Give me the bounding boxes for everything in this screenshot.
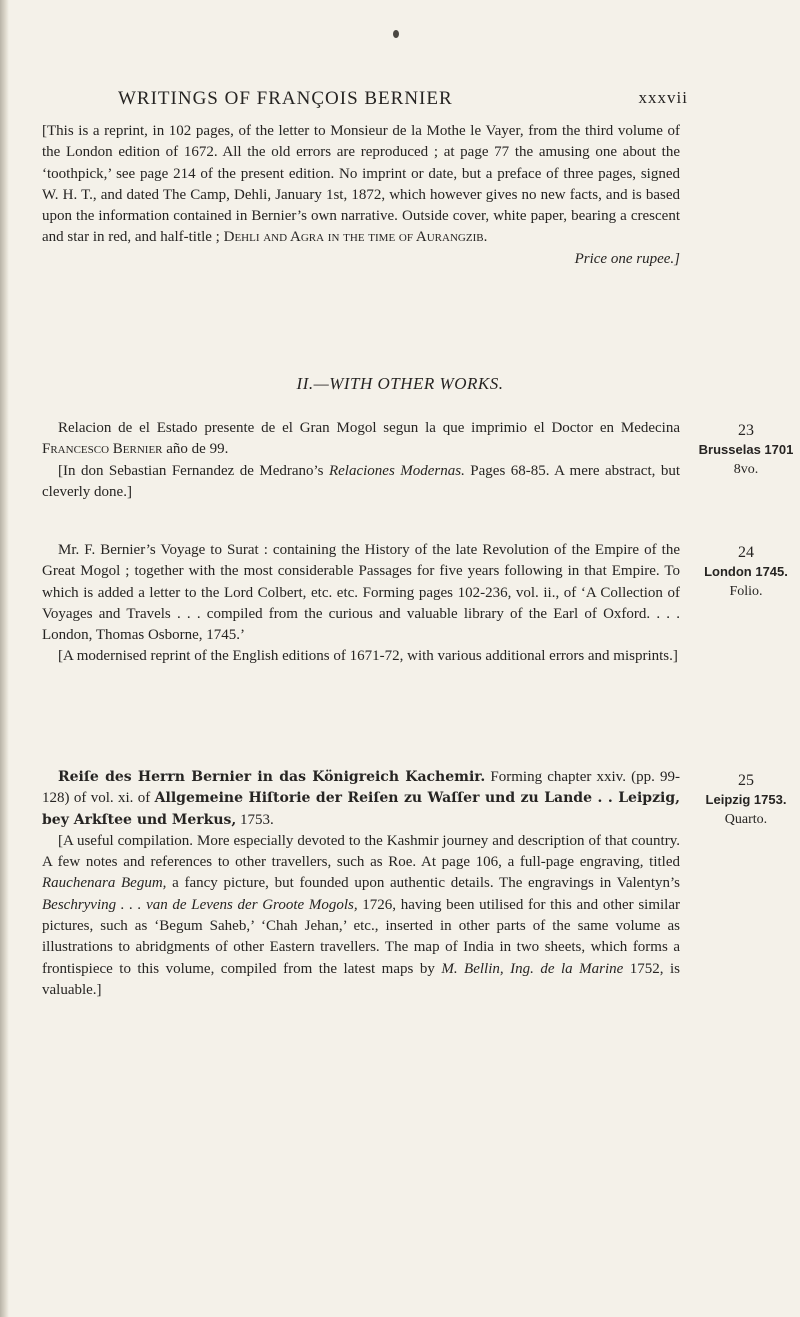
entry-25-text: Forming chapter xxiv. (pp. 99-128) of vol. xi. of — [42, 769, 680, 807]
running-title: WRITINGS OF FRANÇOIS BERNIER — [118, 88, 453, 109]
entry-24-format: Folio. — [729, 584, 763, 599]
entry-24-place-date: London 1745. — [704, 564, 788, 579]
half-title: Dehli and Agra in the time of Aurangzib. — [223, 229, 488, 246]
entry-25-valentyn-title: Beschryving . . . van de Levens der Groote Mogols, — [42, 896, 358, 913]
entry-25-note-2: a fancy picture, but founded upon authentic details. The engravings in Valentyn’s — [172, 875, 680, 892]
entry-24-note: [A modernised reprint of the English editions of 1671-72, with various additional errors and misprints.] — [58, 648, 678, 665]
book-spine-shadow — [0, 0, 9, 1317]
price-line: Price one rupee.] — [574, 250, 680, 267]
entry-23-place-date: Brusselas 1701 — [698, 442, 794, 457]
entry-25-engraving-title: Rauchenara Begum, — [42, 875, 167, 892]
entry-24-number: 24 — [738, 544, 754, 561]
entry-25-note-3: 1726, having been utilised for this and other similar pictures, such as ‘Begum Saheb,’ ‘Chah Jehan,’ etc., inserted in other parts of the same volume as illustrations to abridgments of other Eastern travellers. The map of India in two sheets, which forms a frontispiece to this volume, compiled from the latest maps by — [42, 896, 680, 977]
entry-25-map-author: M. Bellin, Ing. de la Marine — [441, 960, 624, 977]
running-head — [118, 88, 688, 110]
entry-25-note: [A useful compilation. More especially devoted to the Kashmir journey and description of that country. A few notes and references to other travellers, such as Roe. At page 106, a full-page engraving, titled — [42, 832, 680, 871]
entry-23-number: 23 — [738, 422, 754, 439]
entry-23-author: Francesco Bernier — [42, 441, 163, 458]
entry-25-place-date: Leipzig 1753. — [705, 792, 787, 807]
entry-25-number: 25 — [738, 772, 754, 789]
entry-23-note: [In don Sebastian Fernandez de Medrano’s — [58, 462, 324, 479]
entry-23-year: año de 99. — [166, 441, 229, 458]
ink-mark — [393, 30, 399, 38]
entry-23 — [42, 418, 680, 503]
entry-23-note-title: Relaciones Modernas. — [328, 462, 465, 479]
entry-23-note-end: Pages 68-85. A mere abstract, but cleverly done.] — [42, 462, 680, 500]
entry-24-text: Mr. F. Bernier’s Voyage to Surat : containing the History of the late Revolution of the Empire of the Great Mogol ; together with the most considerable Passages for five years following in that Empire. To which is added a letter to the Lord Colbert, etc. etc. Forming pages 102-236, vol. ii., of ‘A Collection of Voyages and Travels . . . compiled from the curious and valuable library of the Earl of Oxford. . . . London, Thomas Osborne, 1745.’ — [42, 542, 680, 644]
entry-25-title: Reiſe des Herrn Bernier in das Königreich Kachemir. — [58, 769, 486, 785]
entry-25-margin — [696, 771, 796, 829]
entry-25-year: 1753. — [240, 811, 274, 828]
entry-24 — [42, 540, 680, 668]
entry-25-source: Allgemeine Hiſtorie der Reiſen zu Waſſer und zu Lande . . Leipzig, bey Arkſtee und Merkus, — [42, 790, 681, 828]
reprint-note — [42, 121, 680, 270]
entry-25-note-4: 1752, is valuable.] — [42, 960, 681, 998]
reprint-note-text: [This is a reprint, in 102 pages, of the letter to Monsieur de la Mothe le Vayer, from the third volume of the London edition of 1672. All the old errors are reproduced ; at page 77 the amusing one about the ‘toothpick,’ see page 214 of the present edition. No imprint or date, but a preface of three pages, signed W. H. T., and dated The Camp, Dehli, January 1st, 1872, which however gives no new facts, and is based upon the information contained in Bernier’s own narrative. Outside cover, white paper, bearing a crescent and star in red, and half-title ; — [42, 123, 680, 246]
entry-25-format: Quarto. — [724, 812, 768, 827]
section-heading: II.—WITH OTHER WORKS. — [296, 374, 504, 393]
entry-24-margin — [696, 543, 796, 601]
page-number: xxxvii — [638, 88, 688, 107]
entry-23-format: 8vo. — [733, 462, 759, 477]
entry-23-margin — [696, 421, 796, 479]
entry-25 — [42, 767, 680, 1001]
entry-23-text: Relacion de el Estado presente de el Gran Mogol segun la que imprimio el Doctor en Medecina — [58, 420, 680, 436]
